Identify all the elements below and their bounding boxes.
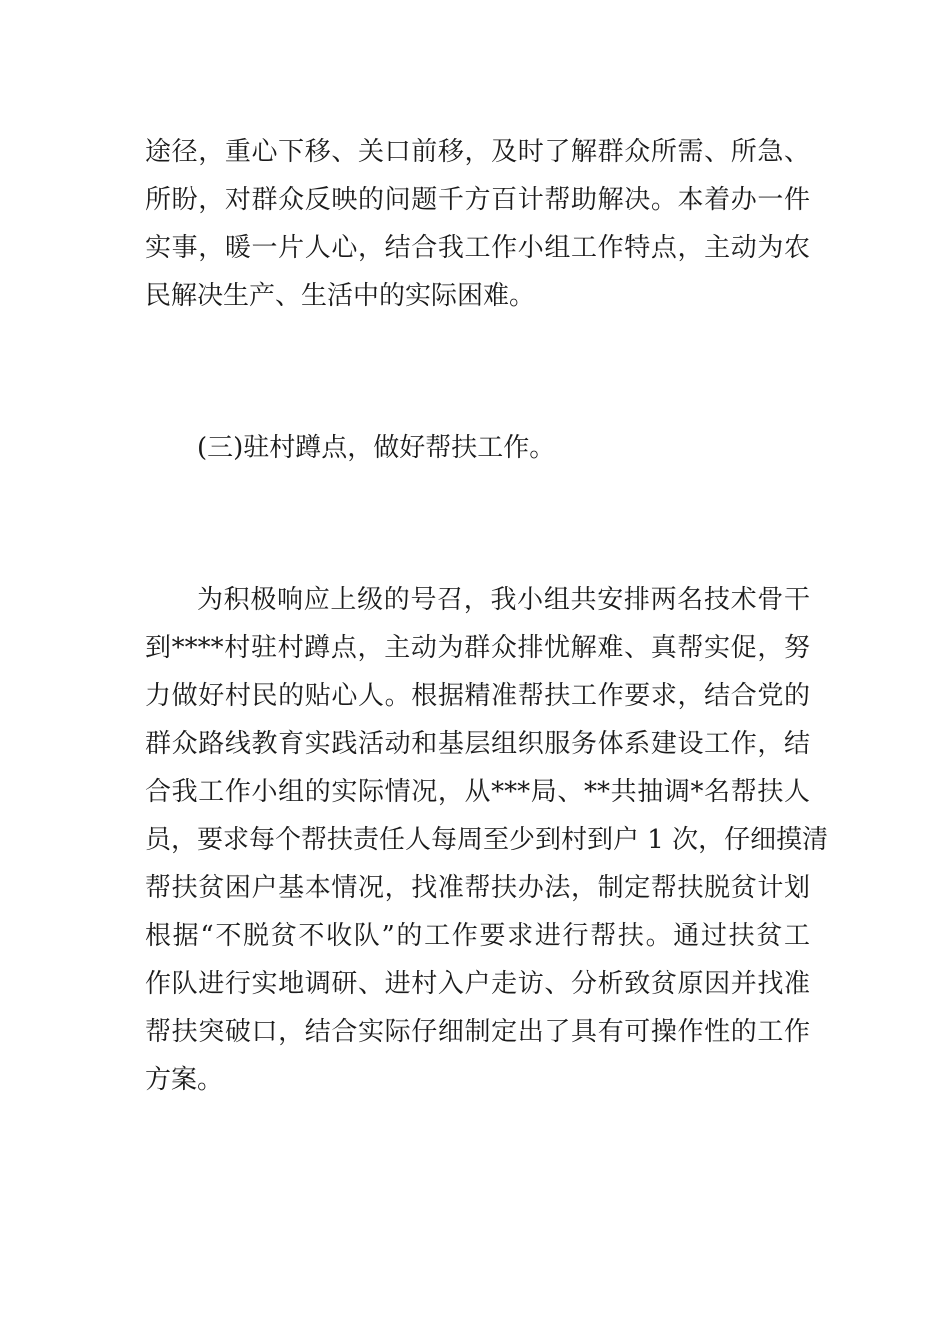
paragraph-1-line: 民解决生产、生活中的实际困难。 — [145, 281, 536, 311]
paragraph-1-line: 实事，暖一片人心，结合我工作小组工作特点，主动为农 — [145, 233, 810, 263]
paragraph-2-line: 员，要求每个帮扶责任人每周至少到村到户 1 次，仔细摸清 — [145, 825, 829, 855]
paragraph-2-line: 帮扶突破口，结合实际仔细制定出了具有可操作性的工作 — [145, 1017, 810, 1047]
paragraph-2-line: 方案。 — [145, 1065, 224, 1095]
paragraph-2-line: 合我工作小组的实际情况，从***局、**共抽调*名帮扶人 — [145, 777, 810, 807]
paragraph-1-line: 途径，重心下移、关口前移，及时了解群众所需、所急、 — [145, 137, 810, 167]
paragraph-2-line: 力做好村民的贴心人。根据精准帮扶工作要求，结合党的 — [145, 681, 810, 711]
paragraph-2-line: 根据“不脱贫不收队”的工作要求进行帮扶。通过扶贫工 — [145, 921, 810, 951]
section-heading: (三)驻村蹲点，做好帮扶工作。 — [197, 433, 556, 463]
paragraph-2-line: 作队进行实地调研、进村入户走访、分析致贫原因并找准 — [145, 969, 810, 999]
paragraph-2-line: 群众路线教育实践活动和基层组织服务体系建设工作，结 — [145, 729, 810, 759]
paragraph-2-line: 为积极响应上级的号召，我小组共安排两名技术骨干 — [197, 585, 810, 615]
paragraph-2-line: 帮扶贫困户基本情况，找准帮扶办法，制定帮扶脱贫计划 — [145, 873, 810, 903]
paragraph-1-line: 所盼，对群众反映的问题千方百计帮助解决。本着办一件 — [145, 185, 810, 215]
paragraph-2-line: 到****村驻村蹲点，主动为群众排忧解难、真帮实促，努 — [145, 633, 810, 663]
